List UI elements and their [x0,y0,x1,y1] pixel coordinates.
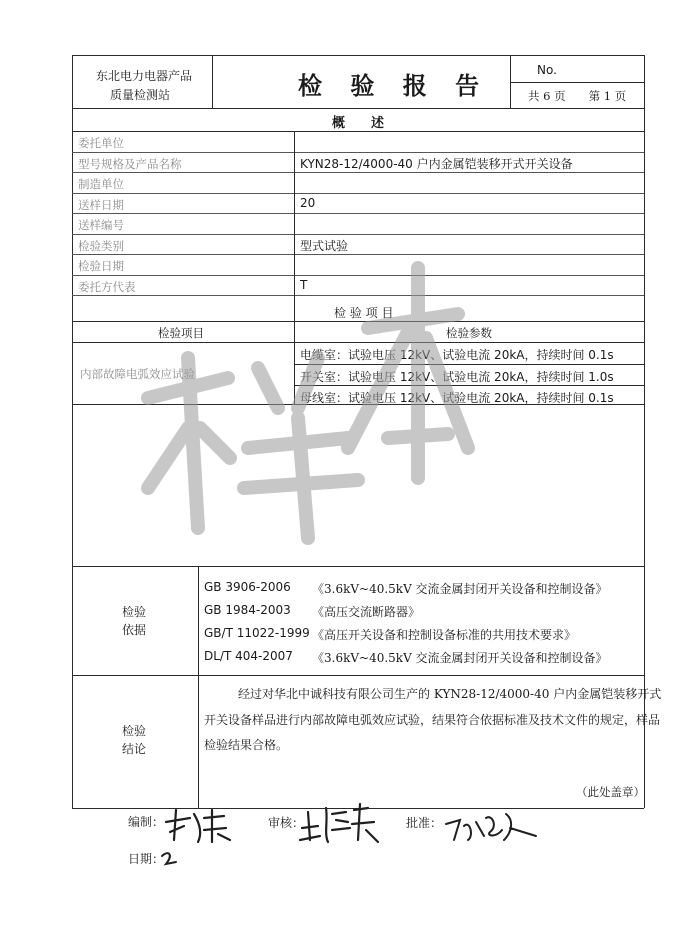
standard-code: GB 3906-2006 [204,580,291,594]
report-number-label: No. [537,63,557,77]
signature-reviewer [298,800,388,846]
test-item-name: 内部故障电弧效应试验 [80,367,195,381]
reviewed-by-label: 审核： [268,816,305,830]
approved-by-label: 批准： [406,816,443,830]
conclusion-line-3: 检验结果合格。 [204,738,289,752]
param-row-busbar: 母线室：试验电压 12kV、试验电流 20kA，持续时间 0.1s [300,391,614,405]
org-name-line1: 东北电力电器产品 [96,69,193,83]
signature-compiler [160,804,240,846]
overview-row-label: 检验日期 [78,259,124,273]
standard-code: GB/T 11022-1999 [204,626,310,640]
param-row-cable: 电缆室：试验电压 12kV、试验电流 20kA，持续时间 0.1s [300,348,614,362]
org-name-line2: 质量检测站 [110,88,171,102]
compiled-by-label: 编制： [128,815,165,829]
overview-row-label: 型号规格及产品名称 [78,156,182,171]
standard-code: DL/T 404-2007 [204,649,293,663]
overview-row-label: 委托单位 [78,136,124,150]
standard-name: 《3.6kV~40.5kV 交流金属封闭开关设备和控制设备》 [312,651,608,665]
standard-name: 《3.6kV~40.5kV 交流金属封闭开关设备和控制设备》 [312,582,608,596]
overview-row-value: KYN28-12/4000-40 户内金属铠装移开式开关设备 [300,156,573,171]
conclusion-label-line2: 结论 [122,742,147,756]
conclusion-line-2: 开关设备样品进行内部故障电弧效应试验，结果符合依据标准及技术文件的规定，样品 [204,713,661,727]
overview-row-label: 送样编号 [78,218,124,232]
overview-row-value: 型式试验 [300,238,349,253]
standard-code: GB 1984-2003 [204,603,291,617]
seal-note: （此处盖章） [576,785,645,799]
overview-section-title: 概 述 [332,116,385,131]
overview-row-value: T [300,277,308,292]
basis-label-line2: 依据 [122,623,147,637]
date-label: 日期： [128,852,165,866]
param-row-switch: 开关室：试验电压 12kV、试验电流 20kA，持续时间 1.0s [300,370,614,384]
conclusion-label-line1: 检验 [122,724,147,738]
basis-label-line1: 检验 [122,605,147,619]
standard-name: 《高压开关设备和控制设备标准的共用技术要求》 [312,628,577,642]
overview-row-label: 制造单位 [78,177,124,191]
standard-name: 《高压交流断路器》 [312,605,421,619]
overview-row-value: 20 [300,195,316,210]
overview-row-label: 检验类别 [78,238,124,253]
items-section-title: 检 验 项 目 [334,306,394,320]
column-header-params: 检验参数 [446,326,492,340]
overview-row-label: 委托方代表 [78,279,136,294]
report-title: 检 验 报 告 [298,71,490,100]
signature-date [158,848,182,870]
column-header-item: 检验项目 [158,326,204,340]
conclusion-line-1: 经过对华北中诚科技有限公司生产的 KYN28-12/4000-40 户内金属铠装移开式 [238,687,662,701]
overview-row-label: 送样日期 [78,197,124,212]
signature-approver [440,806,540,846]
page-count: 共 6 页 第 1 页 [528,89,627,103]
